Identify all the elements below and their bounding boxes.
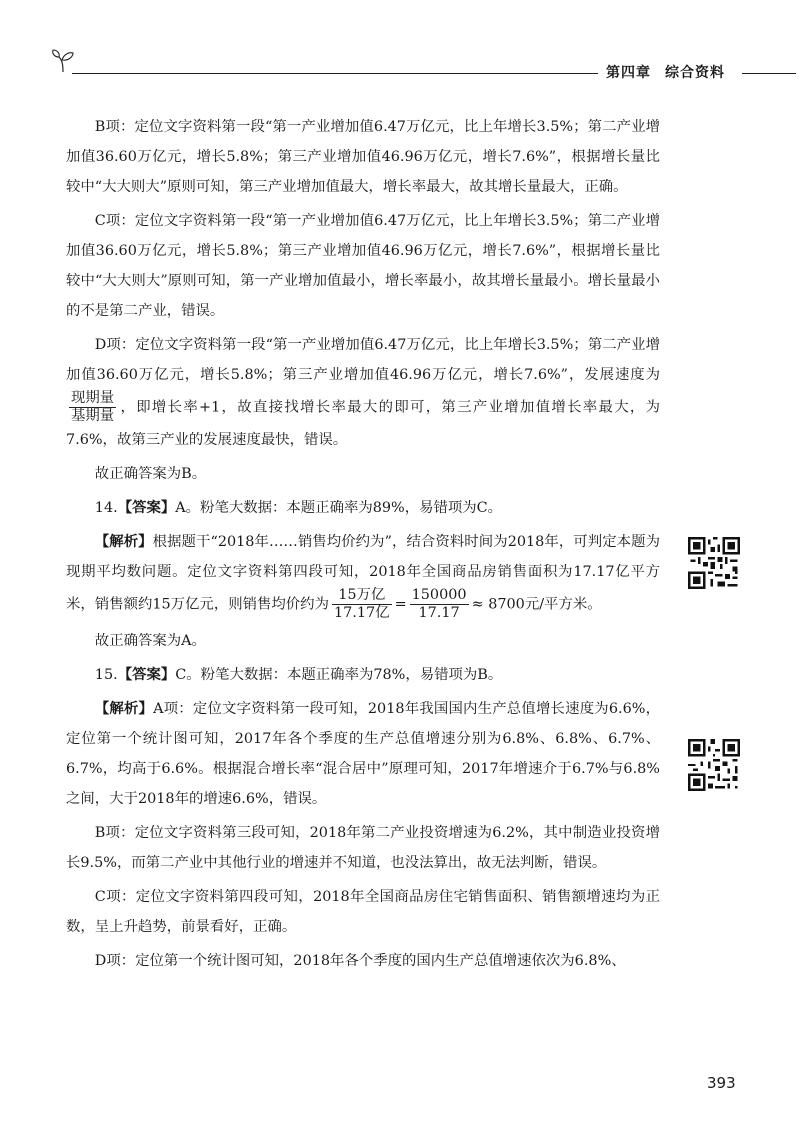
header-rule-right — [742, 73, 796, 74]
fraction-denominator: 17.17亿 — [333, 605, 390, 621]
paragraph-d-before: D项：定位文字资料第一段“第一产业增加值6.47万亿元，比上年增长3.5%；第二产业增加值36.60万亿元，增长5.8%；第三产业增加值46.96万亿元，增长7.6%”，发展速度为 — [66, 337, 660, 383]
running-header — [0, 0, 800, 90]
fraction-numerator: 15万亿 — [332, 587, 392, 605]
question-15-answer — [66, 660, 660, 690]
qr-code-icon[interactable] — [688, 739, 740, 791]
answer-tag: 【答案】 — [117, 499, 176, 516]
paragraph-15-c: C项：定位文字资料第四段可知，2018年全国商品房住宅销售面积、销售额增速均为正数，呈上升趋势，前景看好，正确。 — [66, 889, 660, 935]
page-number: 393 — [707, 1074, 736, 1092]
analysis-tag: 【解析】 — [94, 533, 153, 550]
analysis-14-before: 根据题干“2018年……销售均价约为”，结合资料时间为2018年，可判定本题为现期平均数问题。定位文字资料第四段可知，2018年全国商品房销售面积为17.17亿平方米，销售额约15万亿元，则销售均价约为 — [66, 534, 660, 613]
fraction-numerator: 现期量 — [71, 390, 115, 406]
question-15-analysis — [66, 694, 660, 814]
fraction-numerator: 150000 — [411, 587, 467, 603]
fraction-price-simplified — [410, 587, 469, 622]
page-body — [66, 112, 660, 980]
qr-code-icon[interactable] — [688, 537, 740, 589]
chapter-title — [606, 62, 739, 82]
paragraph-d — [66, 330, 660, 455]
question-14-text: A。粉笔大数据：本题正确率为89%，易错项为C。 — [175, 500, 503, 516]
question-14-analysis — [66, 527, 660, 622]
question-14-answer — [66, 493, 660, 523]
paragraph-c: C项：定位文字资料第一段“第一产业增加值6.47万亿元，比上年增长3.5%；第二产业增加值36.60万亿元，增长5.8%；第三产业增加值46.96万亿元，增长7.6%”，根据增长量比较中“大大则大”原则可知，第一产业增加值最小，增长率最小，故其增长量最小。增长量最小的不是第二产业，错误。 — [66, 213, 660, 319]
analysis-tag: 【解析】 — [94, 700, 154, 717]
fraction-denominator: 基期量 — [71, 408, 115, 424]
chapter-section: 综合资料 — [665, 65, 725, 81]
equals-sign: = — [394, 596, 407, 613]
paragraph-d-after: ，即增长率+1，故直接找增长率最大的即可，第三产业增加值增长率最大，为7.6%，故第三产业的发展速度最快，错误。 — [66, 399, 660, 448]
analysis-14-after: ≈ 8700元/平方米。 — [471, 596, 602, 613]
question-15-number: 15. — [94, 667, 118, 683]
paragraph-15-d: D项：定位第一个统计图可知，2018年各个季度的国内生产总值增速依次为6.8%、 — [94, 953, 626, 969]
question-15-text: C。粉笔大数据：本题正确率为78%，易错项为B。 — [175, 667, 503, 683]
paragraph-15-b: B项：定位文字资料第三段可知，2018年第二产业投资增速为6.2%，其中制造业投资增长9.5%，而第二产业中其他行业的增速并不知道，也没法算出，故无法判断，错误。 — [66, 825, 660, 871]
fraction-price — [332, 587, 392, 622]
fraction-denominator: 17.17 — [418, 605, 460, 621]
question-14-number: 14. — [94, 500, 118, 516]
answer-tag: 【答案】 — [117, 666, 176, 683]
chapter-number: 第四章 — [606, 65, 651, 81]
answer-line-2: 故正确答案为A。 — [94, 633, 206, 649]
header-rule-left — [72, 73, 598, 74]
answer-line-1: 故正确答案为B。 — [94, 466, 207, 482]
analysis-15-text: A项：定位文字资料第一段可知，2018年我国国内生产总值增长速度为6.6%，定位第一个统计图可知，2017年各个季度的生产总值增速分别为6.8%、6.8%、6.7%、6.7%，均高于6.6%。根据混合增长率“混合居中”原理可知，2017年增速介于6.7%与6.8%之间，大于2018年的增速6.6%，错误。 — [66, 701, 660, 807]
paragraph-b: B项：定位文字资料第一段“第一产业增加值6.47万亿元，比上年增长3.5%；第二产业增加值36.60万亿元，增长5.8%；第三产业增加值46.96万亿元，增长7.6%”，根据增长量比较中“大大则大”原则可知，第三产业增加值最大，增长率最大，故其增长量最大，正确。 — [66, 119, 660, 195]
sprout-icon — [50, 48, 76, 74]
fraction-growth — [69, 390, 116, 425]
